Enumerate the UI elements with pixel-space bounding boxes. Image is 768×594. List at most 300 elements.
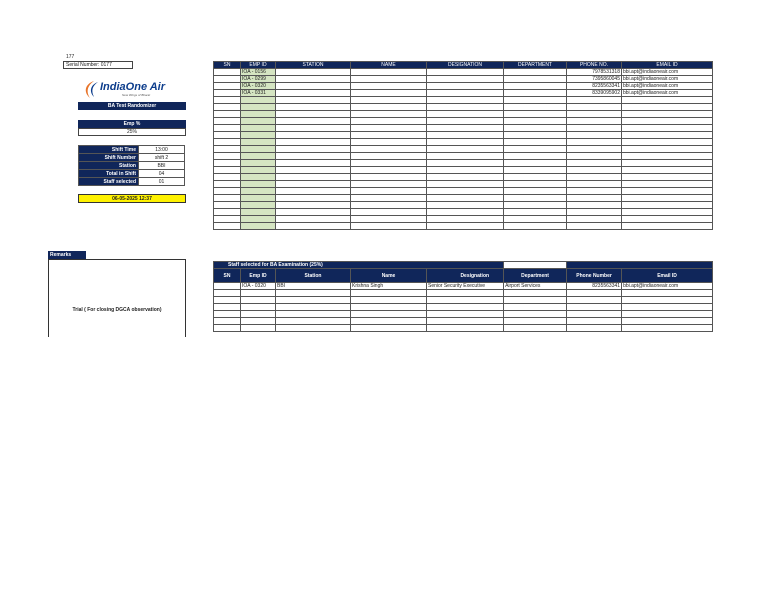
col-header-department: Department: [504, 269, 567, 283]
cell-phone[interactable]: [567, 146, 622, 153]
cell-station[interactable]: [276, 216, 351, 223]
cell-sn[interactable]: [214, 69, 241, 76]
table-row: [214, 125, 713, 132]
cell-sn[interactable]: [214, 318, 241, 325]
cell-phone[interactable]: 8235563341: [567, 283, 622, 290]
employee-table-header: [214, 62, 713, 69]
cell-name[interactable]: [351, 125, 427, 132]
cell-station[interactable]: [276, 290, 351, 297]
cell-phone[interactable]: [567, 118, 622, 125]
table-row: [214, 304, 713, 311]
cell-department[interactable]: [504, 146, 567, 153]
cell-station[interactable]: [276, 318, 351, 325]
cell-email[interactable]: [622, 216, 713, 223]
cell-email[interactable]: bbi.apt@indiaoneair.com: [622, 83, 713, 90]
cell-sn[interactable]: [214, 311, 241, 318]
cell-sn[interactable]: [214, 146, 241, 153]
cell-name[interactable]: [351, 202, 427, 209]
table-row: [214, 97, 713, 104]
cell-email[interactable]: [622, 223, 713, 230]
cell-designation[interactable]: [427, 90, 504, 97]
shift-info-label: Station: [79, 162, 139, 170]
cell-emp-id[interactable]: IOA - 0156: [241, 69, 276, 76]
cell-designation[interactable]: [427, 160, 504, 167]
cell-department[interactable]: [504, 202, 567, 209]
shift-info-row: [79, 146, 185, 154]
cell-email[interactable]: [622, 174, 713, 181]
cell-designation[interactable]: [427, 111, 504, 118]
table-row: [214, 202, 713, 209]
cell-emp-id[interactable]: [241, 325, 276, 332]
cell-sn[interactable]: [214, 132, 241, 139]
cell-emp-id[interactable]: [241, 195, 276, 202]
cell-emp-id[interactable]: [241, 118, 276, 125]
table-row: [214, 209, 713, 216]
cell-email[interactable]: [622, 195, 713, 202]
selected-staff-table: [213, 261, 713, 332]
table-row: [214, 90, 713, 97]
cell-email[interactable]: [622, 97, 713, 104]
cell-phone[interactable]: [567, 195, 622, 202]
cell-name[interactable]: [351, 195, 427, 202]
cell-department[interactable]: [504, 174, 567, 181]
cell-emp-id[interactable]: [241, 153, 276, 160]
cell-name[interactable]: [351, 318, 427, 325]
cell-designation[interactable]: [427, 290, 504, 297]
cell-phone[interactable]: [567, 125, 622, 132]
cell-emp-id[interactable]: [241, 139, 276, 146]
cell-sn[interactable]: [214, 304, 241, 311]
cell-phone[interactable]: [567, 311, 622, 318]
table-row: [214, 118, 713, 125]
shift-info-row: [79, 170, 185, 178]
cell-sn[interactable]: [214, 160, 241, 167]
cell-sn[interactable]: [214, 97, 241, 104]
cell-name[interactable]: [351, 69, 427, 76]
cell-station[interactable]: [276, 146, 351, 153]
cell-emp-id[interactable]: [241, 304, 276, 311]
shift-info-value[interactable]: shift 2: [139, 154, 185, 162]
col-header-emp-id: EMP ID: [241, 62, 276, 69]
cell-emp-id[interactable]: [241, 111, 276, 118]
cell-station[interactable]: [276, 325, 351, 332]
cell-station[interactable]: [276, 153, 351, 160]
cell-phone[interactable]: [567, 174, 622, 181]
cell-station[interactable]: [276, 209, 351, 216]
cell-sn[interactable]: [214, 209, 241, 216]
cell-phone[interactable]: 7395860045: [567, 76, 622, 83]
cell-station[interactable]: [276, 181, 351, 188]
cell-name[interactable]: [351, 297, 427, 304]
cell-department[interactable]: [504, 216, 567, 223]
cell-email[interactable]: [622, 290, 713, 297]
cell-phone[interactable]: [567, 304, 622, 311]
cell-sn[interactable]: [214, 104, 241, 111]
cell-name[interactable]: [351, 188, 427, 195]
cell-designation[interactable]: [427, 125, 504, 132]
remarks-box[interactable]: [48, 259, 186, 337]
cell-sn[interactable]: [214, 174, 241, 181]
logo-brand-text: IndiaOne Air: [100, 81, 165, 93]
cell-name[interactable]: [351, 181, 427, 188]
col-header-email: Email ID: [622, 269, 713, 283]
cell-department[interactable]: [504, 153, 567, 160]
cell-email[interactable]: [622, 311, 713, 318]
cell-designation[interactable]: [427, 153, 504, 160]
cell-sn[interactable]: [214, 90, 241, 97]
cell-sn[interactable]: [214, 167, 241, 174]
cell-name[interactable]: [351, 104, 427, 111]
cell-designation[interactable]: [427, 69, 504, 76]
table-row: [214, 146, 713, 153]
cell-name[interactable]: [351, 97, 427, 104]
cell-department[interactable]: [504, 167, 567, 174]
cell-email[interactable]: bbi.apt@indiaoneair.com: [622, 69, 713, 76]
cell-station[interactable]: [276, 311, 351, 318]
blank-header-cell: [504, 262, 567, 269]
shift-info-value[interactable]: BBI: [139, 162, 185, 170]
cell-station[interactable]: [276, 69, 351, 76]
shift-info-label: Total in Shift: [79, 170, 139, 178]
col-header-phone: Phone Number: [567, 269, 622, 283]
cell-emp-id[interactable]: [241, 174, 276, 181]
cell-email[interactable]: [622, 132, 713, 139]
table-row: [214, 83, 713, 90]
cell-email[interactable]: [622, 139, 713, 146]
cell-email[interactable]: [622, 104, 713, 111]
table-row: [214, 76, 713, 83]
cell-department[interactable]: [504, 325, 567, 332]
table-row: [214, 311, 713, 318]
cell-station[interactable]: [276, 90, 351, 97]
cell-phone[interactable]: 8339095902: [567, 90, 622, 97]
cell-emp-id[interactable]: [241, 318, 276, 325]
cell-department[interactable]: [504, 125, 567, 132]
table-row: [214, 290, 713, 297]
cell-email[interactable]: [622, 167, 713, 174]
cell-name[interactable]: [351, 311, 427, 318]
cell-emp-id[interactable]: [241, 311, 276, 318]
cell-email[interactable]: bbi.apt@indiaoneair.com: [622, 76, 713, 83]
cell-phone[interactable]: [567, 160, 622, 167]
cell-name[interactable]: [351, 146, 427, 153]
cell-designation[interactable]: [427, 216, 504, 223]
cell-station[interactable]: BBI: [276, 283, 351, 290]
cell-department[interactable]: [504, 209, 567, 216]
cell-designation[interactable]: [427, 97, 504, 104]
table-row: [214, 104, 713, 111]
cell-name[interactable]: [351, 290, 427, 297]
cell-department[interactable]: [504, 90, 567, 97]
cell-designation[interactable]: [427, 174, 504, 181]
col-header-sn: SN: [214, 62, 241, 69]
cell-name[interactable]: [351, 304, 427, 311]
cell-emp-id[interactable]: [241, 290, 276, 297]
cell-station[interactable]: [276, 76, 351, 83]
cell-name[interactable]: [351, 76, 427, 83]
cell-phone[interactable]: [567, 153, 622, 160]
col-header-station: Station: [276, 269, 351, 283]
cell-name[interactable]: [351, 111, 427, 118]
cell-email[interactable]: [622, 181, 713, 188]
cell-designation[interactable]: [427, 318, 504, 325]
cell-emp-id[interactable]: [241, 181, 276, 188]
cell-designation[interactable]: [427, 146, 504, 153]
cell-department[interactable]: [504, 223, 567, 230]
cell-designation[interactable]: [427, 118, 504, 125]
cell-emp-id[interactable]: [241, 160, 276, 167]
cell-designation[interactable]: [427, 83, 504, 90]
cell-department[interactable]: [504, 118, 567, 125]
cell-department[interactable]: [504, 160, 567, 167]
table-row: [214, 167, 713, 174]
cell-station[interactable]: [276, 160, 351, 167]
cell-email[interactable]: [622, 318, 713, 325]
cell-sn[interactable]: [214, 111, 241, 118]
cell-department[interactable]: [504, 304, 567, 311]
cell-email[interactable]: [622, 202, 713, 209]
cell-email[interactable]: [622, 125, 713, 132]
cell-name[interactable]: Krishna Singh: [351, 283, 427, 290]
cell-phone[interactable]: [567, 167, 622, 174]
cell-sn[interactable]: [214, 216, 241, 223]
cell-phone[interactable]: 8235563341: [567, 83, 622, 90]
cell-phone[interactable]: [567, 209, 622, 216]
serial-number: Serial Number: 0177: [63, 61, 133, 69]
cell-email[interactable]: [622, 325, 713, 332]
cell-department[interactable]: [504, 111, 567, 118]
shift-info-row: [79, 162, 185, 170]
cell-name[interactable]: [351, 325, 427, 332]
cell-department[interactable]: [504, 76, 567, 83]
cell-name[interactable]: [351, 160, 427, 167]
cell-department[interactable]: Airport Services: [504, 283, 567, 290]
cell-department[interactable]: [504, 181, 567, 188]
cell-station[interactable]: [276, 139, 351, 146]
cell-phone[interactable]: [567, 216, 622, 223]
cell-designation[interactable]: [427, 209, 504, 216]
cell-station[interactable]: [276, 97, 351, 104]
emp-pct-value[interactable]: 25%: [78, 128, 186, 136]
cell-station[interactable]: [276, 118, 351, 125]
cell-sn[interactable]: [214, 223, 241, 230]
cell-emp-id[interactable]: [241, 146, 276, 153]
cell-phone[interactable]: [567, 188, 622, 195]
cell-department[interactable]: [504, 132, 567, 139]
cell-emp-id[interactable]: IOA - 0320: [241, 83, 276, 90]
cell-designation[interactable]: [427, 132, 504, 139]
cell-name[interactable]: [351, 167, 427, 174]
cell-sn[interactable]: [214, 153, 241, 160]
cell-emp-id[interactable]: [241, 97, 276, 104]
cell-phone[interactable]: [567, 132, 622, 139]
table-row: [214, 216, 713, 223]
cell-station[interactable]: [276, 297, 351, 304]
cell-emp-id[interactable]: [241, 202, 276, 209]
cell-station[interactable]: [276, 125, 351, 132]
cell-email[interactable]: [622, 297, 713, 304]
cell-designation[interactable]: Senior Security Executive: [427, 283, 504, 290]
cell-sn[interactable]: [214, 325, 241, 332]
cell-email[interactable]: [622, 146, 713, 153]
cell-phone[interactable]: [567, 111, 622, 118]
cell-name[interactable]: [351, 132, 427, 139]
cell-designation[interactable]: [427, 311, 504, 318]
cell-station[interactable]: [276, 188, 351, 195]
cell-email[interactable]: [622, 118, 713, 125]
cell-emp-id[interactable]: [241, 104, 276, 111]
cell-station[interactable]: [276, 202, 351, 209]
cell-email[interactable]: bbi.apt@indiaoneair.com: [622, 90, 713, 97]
cell-department[interactable]: [504, 311, 567, 318]
app-title: BA Test Randomizer: [78, 102, 186, 110]
col-header-email: EMAIL ID: [622, 62, 713, 69]
cell-emp-id[interactable]: IOA - 0299: [241, 76, 276, 83]
cell-phone[interactable]: [567, 202, 622, 209]
shift-info-row: [79, 154, 185, 162]
cell-phone[interactable]: [567, 290, 622, 297]
cell-sn[interactable]: [214, 181, 241, 188]
cell-designation[interactable]: [427, 167, 504, 174]
cell-department[interactable]: [504, 290, 567, 297]
cell-emp-id[interactable]: [241, 125, 276, 132]
logo-tagline: New Wings of Bharat: [122, 93, 151, 97]
col-header-name: NAME: [351, 62, 427, 69]
cell-name[interactable]: [351, 209, 427, 216]
cell-sn[interactable]: [214, 188, 241, 195]
cell-emp-id[interactable]: [241, 132, 276, 139]
table-row: [214, 153, 713, 160]
cell-department[interactable]: [504, 104, 567, 111]
cell-station[interactable]: [276, 195, 351, 202]
shift-info-value[interactable]: 13:00: [139, 146, 185, 154]
employee-table: [213, 61, 713, 230]
cell-emp-id[interactable]: [241, 223, 276, 230]
cell-name[interactable]: [351, 153, 427, 160]
table-row: [214, 283, 713, 290]
cell-department[interactable]: [504, 195, 567, 202]
cell-emp-id[interactable]: IOA - 0320: [241, 283, 276, 290]
cell-emp-id[interactable]: [241, 297, 276, 304]
shift-info-value[interactable]: 01: [139, 178, 185, 186]
cell-department[interactable]: [504, 318, 567, 325]
remarks-label: Remarks: [48, 251, 86, 259]
cell-phone[interactable]: [567, 104, 622, 111]
table-row: [214, 188, 713, 195]
cell-sn[interactable]: [214, 195, 241, 202]
timestamp: 06-05-2025 12:37: [78, 194, 186, 203]
cell-name[interactable]: [351, 118, 427, 125]
cell-designation[interactable]: [427, 223, 504, 230]
table-row: [214, 325, 713, 332]
cell-emp-id[interactable]: IOA - 0331: [241, 90, 276, 97]
cell-phone[interactable]: [567, 223, 622, 230]
cell-department[interactable]: [504, 69, 567, 76]
cell-station[interactable]: [276, 304, 351, 311]
cell-designation[interactable]: [427, 202, 504, 209]
cell-phone[interactable]: 7978531318: [567, 69, 622, 76]
emp-pct-label: Emp %: [78, 120, 186, 128]
cell-emp-id[interactable]: [241, 209, 276, 216]
col-header-name: Name: [351, 269, 427, 283]
cell-designation[interactable]: [427, 139, 504, 146]
cell-sn[interactable]: [214, 202, 241, 209]
cell-department[interactable]: [504, 297, 567, 304]
cell-phone[interactable]: [567, 325, 622, 332]
cell-station[interactable]: [276, 223, 351, 230]
cell-email[interactable]: [622, 153, 713, 160]
cell-sn[interactable]: [214, 125, 241, 132]
cell-station[interactable]: [276, 132, 351, 139]
cell-email[interactable]: [622, 188, 713, 195]
cell-phone[interactable]: [567, 97, 622, 104]
cell-designation[interactable]: [427, 188, 504, 195]
cell-designation[interactable]: [427, 304, 504, 311]
cell-designation[interactable]: [427, 104, 504, 111]
shift-info-value[interactable]: 04: [139, 170, 185, 178]
cell-sn[interactable]: [214, 297, 241, 304]
cell-station[interactable]: [276, 83, 351, 90]
cell-designation[interactable]: [427, 76, 504, 83]
cell-email[interactable]: [622, 160, 713, 167]
cell-department[interactable]: [504, 139, 567, 146]
cell-designation[interactable]: [427, 195, 504, 202]
cell-sn[interactable]: [214, 283, 241, 290]
cell-station[interactable]: [276, 174, 351, 181]
cell-designation[interactable]: [427, 181, 504, 188]
shift-info-label: Staff selected: [79, 178, 139, 186]
cell-phone[interactable]: [567, 318, 622, 325]
cell-name[interactable]: [351, 90, 427, 97]
cell-station[interactable]: [276, 104, 351, 111]
cell-phone[interactable]: [567, 181, 622, 188]
cell-sn[interactable]: [214, 76, 241, 83]
cell-station[interactable]: [276, 167, 351, 174]
table-row: [214, 195, 713, 202]
cell-email[interactable]: [622, 111, 713, 118]
col-header-designation: Designation: [427, 269, 504, 283]
cell-designation[interactable]: [427, 297, 504, 304]
cell-department[interactable]: [504, 83, 567, 90]
shift-info-label: Shift Number: [79, 154, 139, 162]
cell-department[interactable]: [504, 188, 567, 195]
cell-phone[interactable]: [567, 297, 622, 304]
cell-sn[interactable]: [214, 83, 241, 90]
cell-sn[interactable]: [214, 118, 241, 125]
cell-email[interactable]: [622, 304, 713, 311]
cell-name[interactable]: [351, 216, 427, 223]
cell-name[interactable]: [351, 223, 427, 230]
cell-designation[interactable]: [427, 325, 504, 332]
cell-sn[interactable]: [214, 290, 241, 297]
cell-email[interactable]: bbi.apt@indiaoneair.com: [622, 283, 713, 290]
cell-department[interactable]: [504, 97, 567, 104]
cell-name[interactable]: [351, 174, 427, 181]
col-header-department: DEPARTMENT: [504, 62, 567, 69]
cell-name[interactable]: [351, 83, 427, 90]
cell-emp-id[interactable]: [241, 167, 276, 174]
cell-emp-id[interactable]: [241, 188, 276, 195]
cell-email[interactable]: [622, 209, 713, 216]
cell-name[interactable]: [351, 139, 427, 146]
cell-emp-id[interactable]: [241, 216, 276, 223]
selected-staff-header: [214, 269, 713, 283]
cell-station[interactable]: [276, 111, 351, 118]
cell-sn[interactable]: [214, 139, 241, 146]
selected-staff-title: Staff selected for BA Examination (25%): [214, 262, 504, 269]
page-number: 177: [66, 54, 75, 60]
cell-phone[interactable]: [567, 139, 622, 146]
